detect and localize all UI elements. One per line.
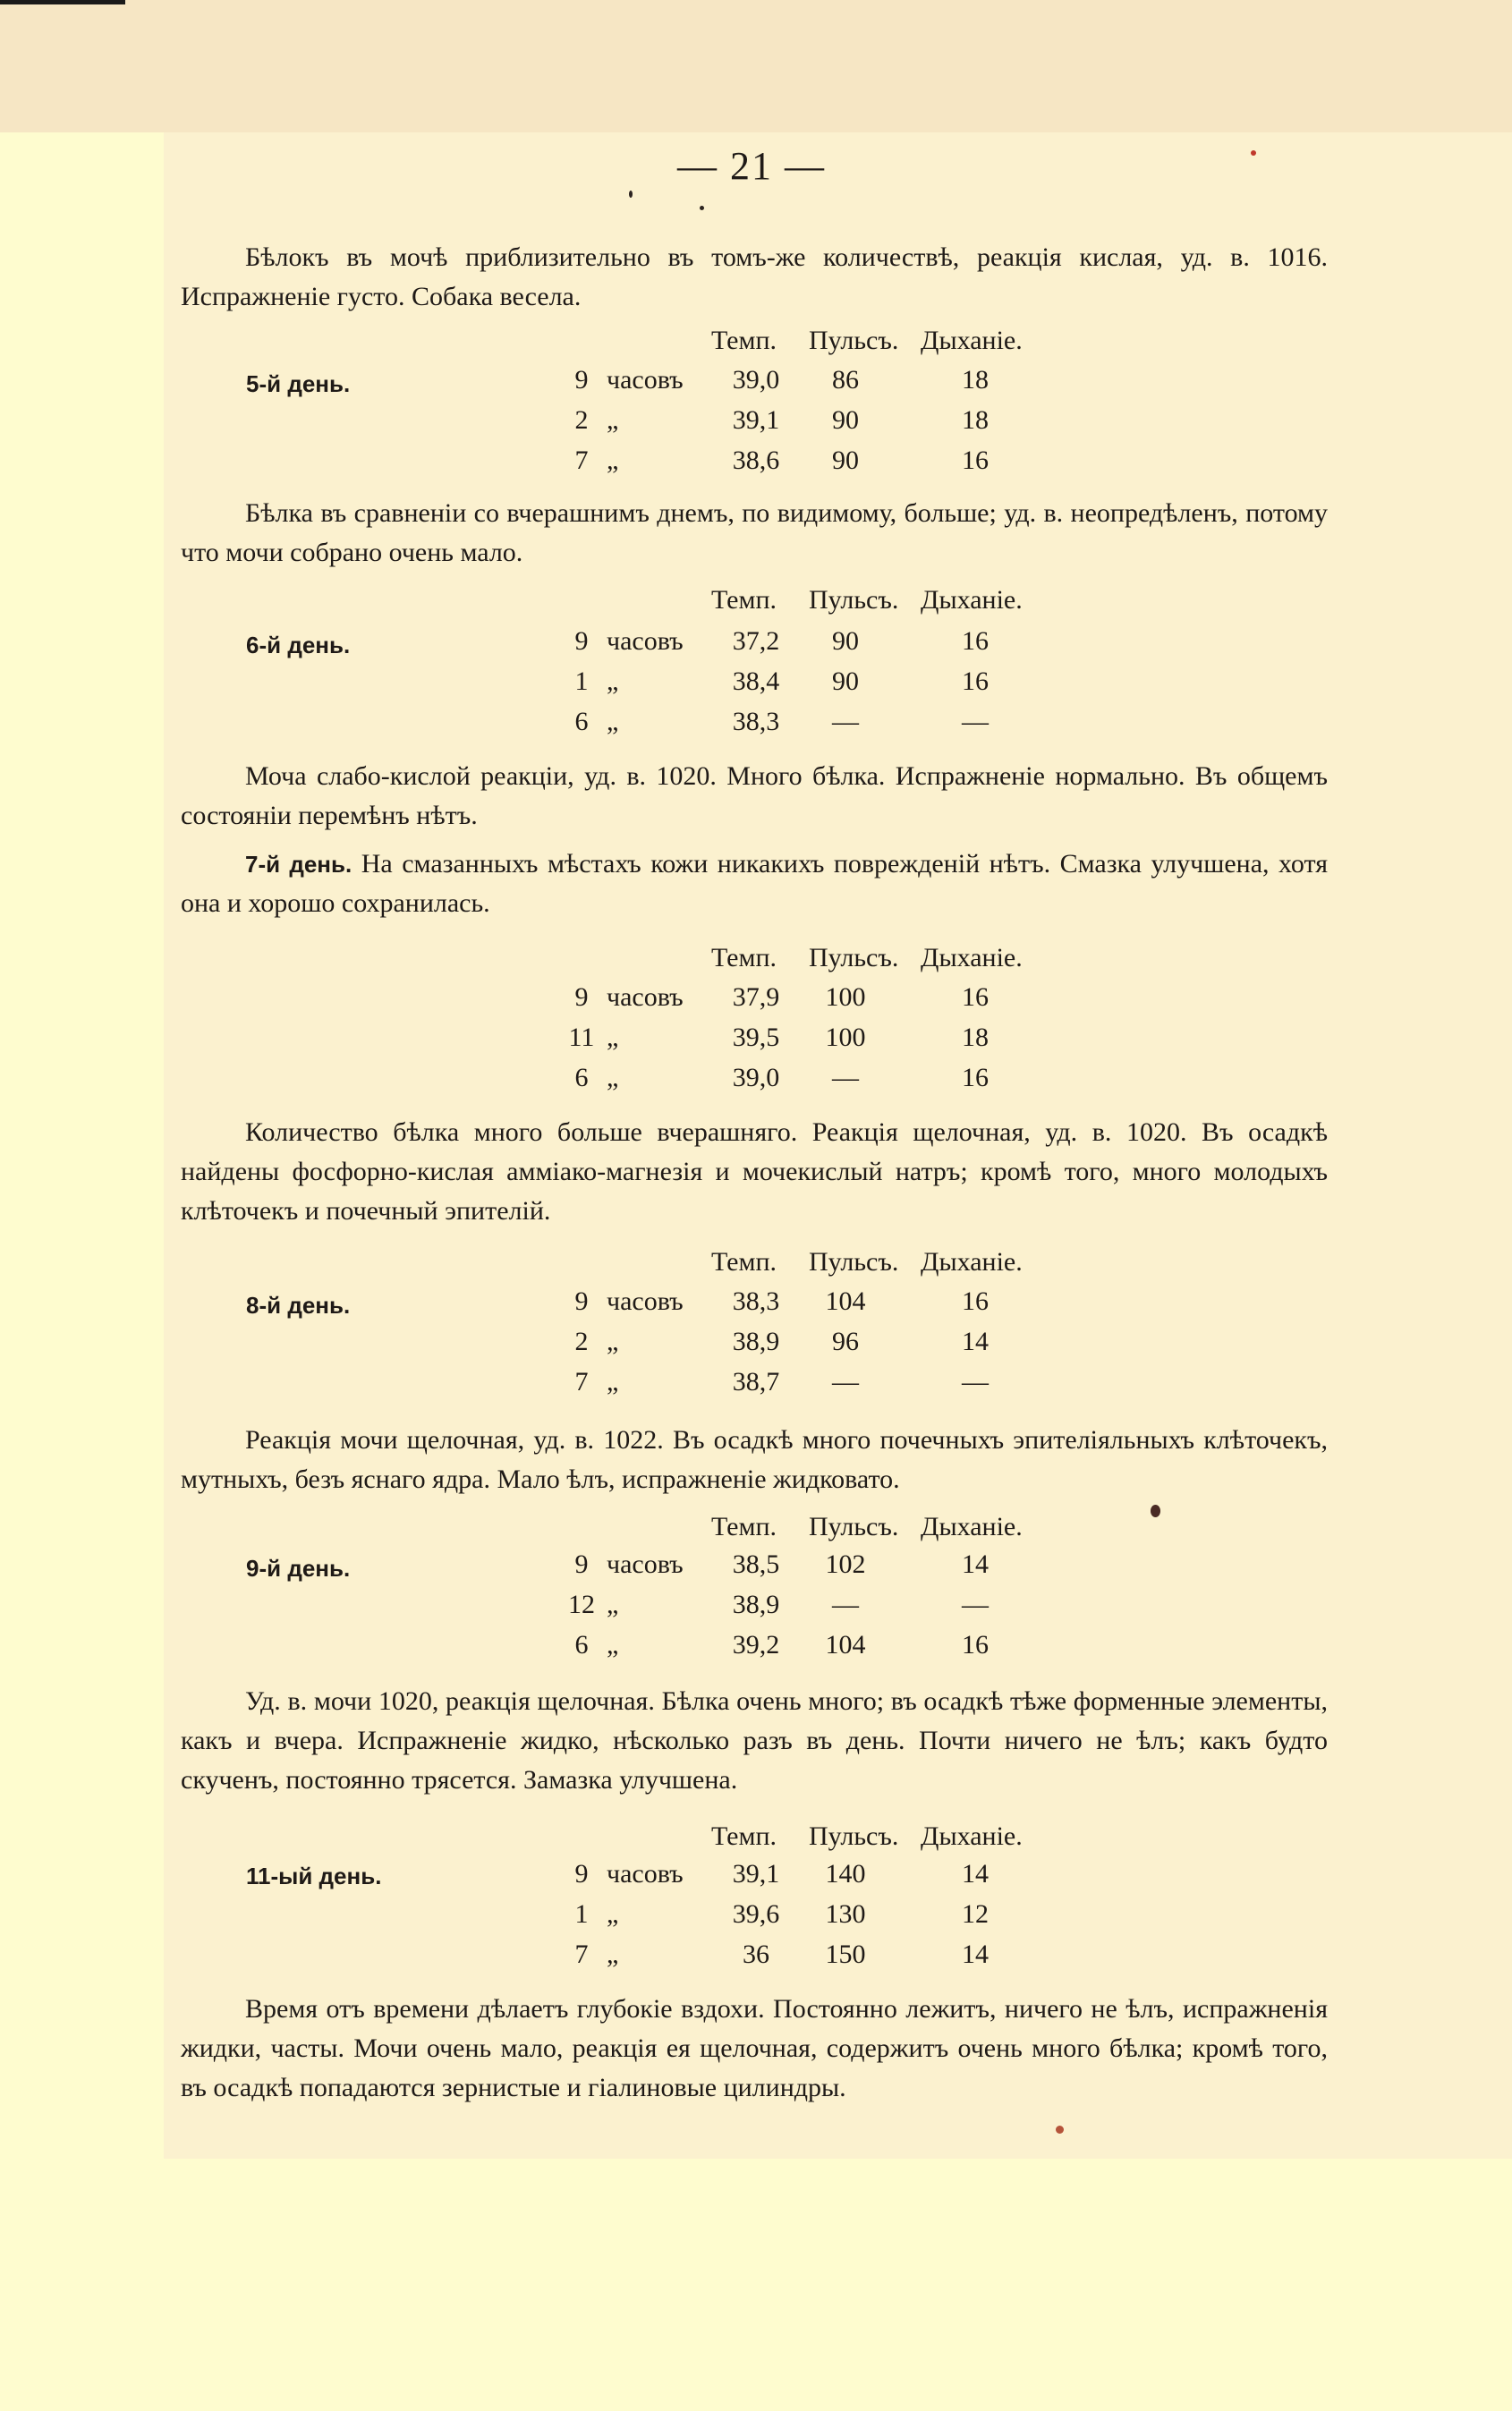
vitals-row: 1 „ 39,6 130 12 xyxy=(574,1899,989,1929)
page-number: — 21 — xyxy=(677,144,826,188)
paragraph-2: Бѣлка въ сравненіи со вчерашнимъ днемъ, по видимому, больше; уд. в. неопредѣленъ, потому что мочи собрано очень мало. xyxy=(181,498,1328,567)
paragraph-8: Время отъ времени дѣлаетъ глубокіе вздохи. Постоянно лежитъ, ничего не ѣлъ, испражненія жидки, часты. Мочи очень мало, реакція ея щелочная, содержитъ очень много бѣлка; кромѣ того, въ осадкѣ попадаются зернистые и гіалиновые цилиндры. xyxy=(181,1994,1328,2102)
day-label: 8-й день. xyxy=(246,1292,351,1319)
scan-speck xyxy=(700,206,704,210)
vitals-row: 6 „ 39,0 — 16 xyxy=(574,1063,989,1092)
vitals-row: 12 „ 38,9 — — xyxy=(568,1590,989,1619)
vitals-row: 7 „ 38,6 90 16 xyxy=(574,446,989,475)
vitals-row: 1 „ 38,4 90 16 xyxy=(574,666,989,696)
day-label: 9-й день. xyxy=(246,1555,351,1582)
day-label: 6-й день. xyxy=(246,632,351,658)
vitals-row: 7 „ 36 150 14 xyxy=(574,1940,989,1969)
day-label: 11-ый день. xyxy=(246,1863,382,1889)
vitals-row: 9 часовъ 39,1 140 14 xyxy=(574,1859,989,1889)
vitals-row: 9 часовъ 39,0 86 18 xyxy=(574,365,989,395)
vitals-row: 2 „ 39,1 90 18 xyxy=(574,405,989,435)
vitals-row: 9 часовъ 38,5 102 14 xyxy=(574,1549,989,1579)
paragraph-1: Бѣлокъ въ мочѣ приблизительно въ томъ-же количествѣ, реакція кислая, уд. в. 1016. Испражненіе густо. Собака весела. xyxy=(181,242,1328,311)
scan-speck xyxy=(629,191,633,198)
paragraph-7: Уд. в. мочи 1020, реакція щелочная. Бѣлка очень много; въ осадкѣ тѣже форменные элементы, какъ и вчера. Испражненіе жидко, нѣсколько разъ въ день. Почти ничего не ѣлъ; какъ будто скученъ, постоянно трясется. Замазка улучшена. xyxy=(181,1686,1328,1795)
scan-top-band xyxy=(0,0,1512,132)
scan-speck xyxy=(1056,2126,1064,2134)
vitals-row: 6 „ 39,2 104 16 xyxy=(574,1630,989,1660)
vitals-row: 9 часовъ 38,3 104 16 xyxy=(574,1286,989,1316)
vitals-row: 7 „ 38,7 — — xyxy=(574,1367,989,1397)
vitals-row: 11 „ 39,5 100 18 xyxy=(568,1023,989,1052)
paragraph-5: Количество бѣлка много больше вчерашняго. Реакція щелочная, уд. в. 1020. Въ осадкѣ найдены фосфорно-кислая амміако-магнезія и мочекислый натръ; кромѣ того, много молодыхъ клѣточекъ и почечный эпителій. xyxy=(181,1117,1328,1226)
vitals-row: 6 „ 38,3 — — xyxy=(574,707,989,736)
vitals-row: 2 „ 38,9 96 14 xyxy=(574,1327,989,1356)
vitals-row: 9 часовъ 37,2 90 16 xyxy=(574,626,989,656)
vitals-row: 9 часовъ 37,9 100 16 xyxy=(574,982,989,1012)
paragraph-4: 7-й день. На смазанныхъ мѣстахъ кожи никакихъ поврежденій нѣтъ. Смазка улучшена, хотя она и хорошо сохранилась. xyxy=(181,849,1329,918)
paragraph-6: Реакція мочи щелочная, уд. в. 1022. Въ осадкѣ много почечныхъ эпителіяльныхъ клѣточекъ, мутныхъ, безъ яснаго ядра. Мало ѣлъ, испражненіе жидковато. xyxy=(181,1425,1328,1494)
scan-speck xyxy=(1251,150,1256,156)
scan-edge-mark xyxy=(0,0,125,4)
scan-speck xyxy=(1151,1505,1160,1517)
paragraph-3: Моча слабо-кислой реакціи, уд. в. 1020. Много бѣлка. Испражненіе нормально. Въ общемъ состояніи перемѣнъ нѣтъ. xyxy=(181,761,1328,830)
day-label: 5-й день. xyxy=(246,370,351,397)
